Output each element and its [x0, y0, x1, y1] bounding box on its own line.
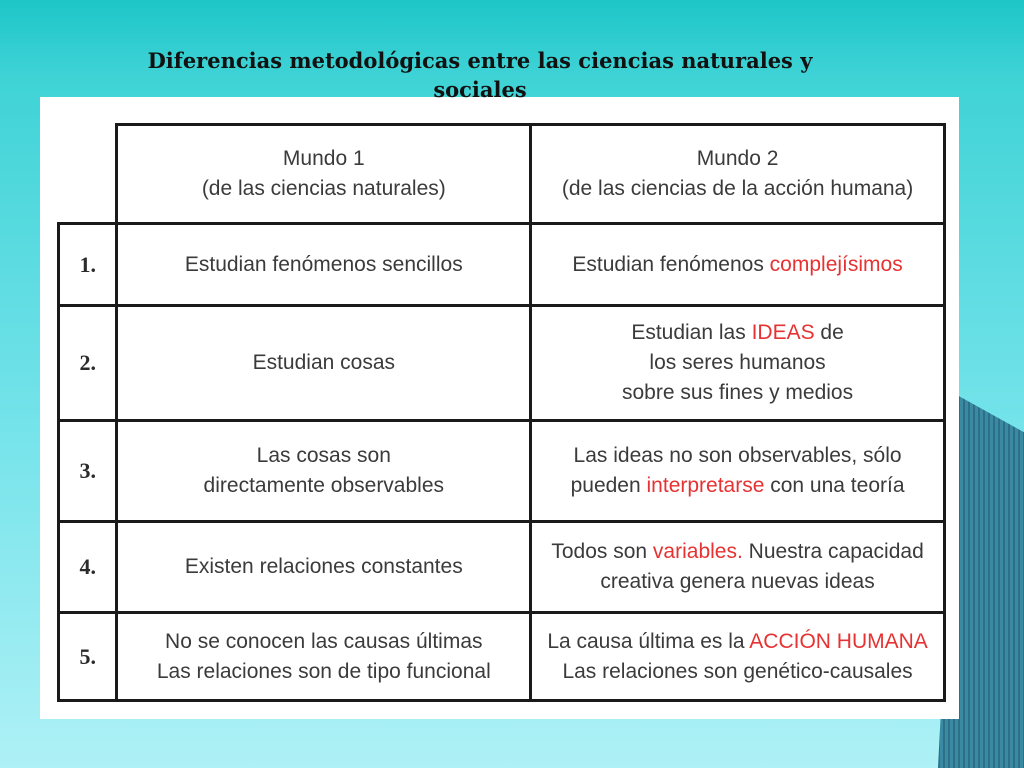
mundo-2-cell — [531, 613, 945, 701]
cell-text: creativa genera nuevas ideas — [600, 570, 875, 593]
highlight-text: interpretarse — [646, 474, 765, 497]
cell-text-line — [538, 318, 937, 348]
cell-text-line — [538, 250, 937, 280]
row-number: 3. — [59, 421, 117, 522]
cell-text: Estudian las — [631, 321, 752, 344]
header-mundo-1-subtitle: (de las ciencias naturales) — [201, 177, 446, 200]
header-mundo-2-subtitle: (de las ciencias de la acción humana) — [561, 177, 914, 200]
comparison-table — [57, 123, 946, 702]
cell-text: Las relaciones son genético-causales — [562, 659, 913, 683]
cell-text-line — [538, 627, 937, 657]
highlight-text: complejísimos — [769, 252, 903, 276]
mundo-1-cell — [117, 421, 531, 522]
cell-text: Estudian cosas — [252, 351, 395, 374]
cell-text: con una teoría — [764, 474, 905, 497]
cell-text: sobre sus fines y medios — [622, 381, 854, 404]
header-mundo-2-title: Mundo 2 — [696, 147, 779, 170]
cell-text-line — [538, 537, 937, 567]
row-number: 2. — [59, 306, 117, 421]
table-row — [59, 421, 945, 522]
cell-text: Nuestra capacidad — [742, 540, 924, 563]
cell-text: Estudian fenómenos sencillos — [184, 252, 463, 276]
highlight-text: ACCIÓN HUMANA — [749, 629, 928, 653]
cell-text: pueden — [570, 474, 647, 497]
slide-title: Diferencias metodológicas entre las ciencias naturales y sociales — [147, 48, 813, 102]
table-header-row — [59, 125, 945, 224]
row-number: 5. — [59, 613, 117, 701]
cell-text: los seres humanos — [649, 351, 826, 374]
mundo-1-cell — [117, 522, 531, 613]
mundo-1-cell — [117, 306, 531, 421]
table-row — [59, 522, 945, 613]
row-number: 4. — [59, 522, 117, 613]
table-row — [59, 613, 945, 701]
highlight-text: IDEAS — [751, 321, 815, 344]
highlight-text: variables. — [652, 540, 743, 563]
header-mundo-2 — [531, 125, 945, 224]
cell-text: Estudian fenómenos — [572, 252, 770, 276]
mundo-2-cell — [531, 522, 945, 613]
cell-text: Existen relaciones constantes — [184, 555, 463, 578]
table-row — [59, 306, 945, 421]
cell-text: directamente observables — [203, 474, 445, 497]
mundo-2-cell — [531, 306, 945, 421]
mundo-2-cell — [531, 421, 945, 522]
table-row — [59, 224, 945, 306]
header-mundo-1 — [117, 125, 531, 224]
header-mundo-1-title: Mundo 1 — [282, 147, 365, 170]
cell-text: Las cosas son — [256, 444, 391, 467]
mundo-1-cell — [117, 224, 531, 306]
cell-text: Las ideas no son observables, sólo — [573, 444, 902, 467]
empty-corner-cell — [59, 125, 117, 224]
mundo-2-cell — [531, 224, 945, 306]
cell-text: de — [814, 321, 844, 344]
mundo-1-cell — [117, 613, 531, 701]
cell-text: Las relaciones son de tipo funcional — [156, 659, 491, 683]
cell-text-line — [538, 471, 937, 501]
cell-text: Todos son — [551, 540, 653, 563]
row-number: 1. — [59, 224, 117, 306]
cell-text: No se conocen las causas últimas — [165, 629, 483, 653]
cell-text: La causa última es la — [547, 629, 750, 653]
